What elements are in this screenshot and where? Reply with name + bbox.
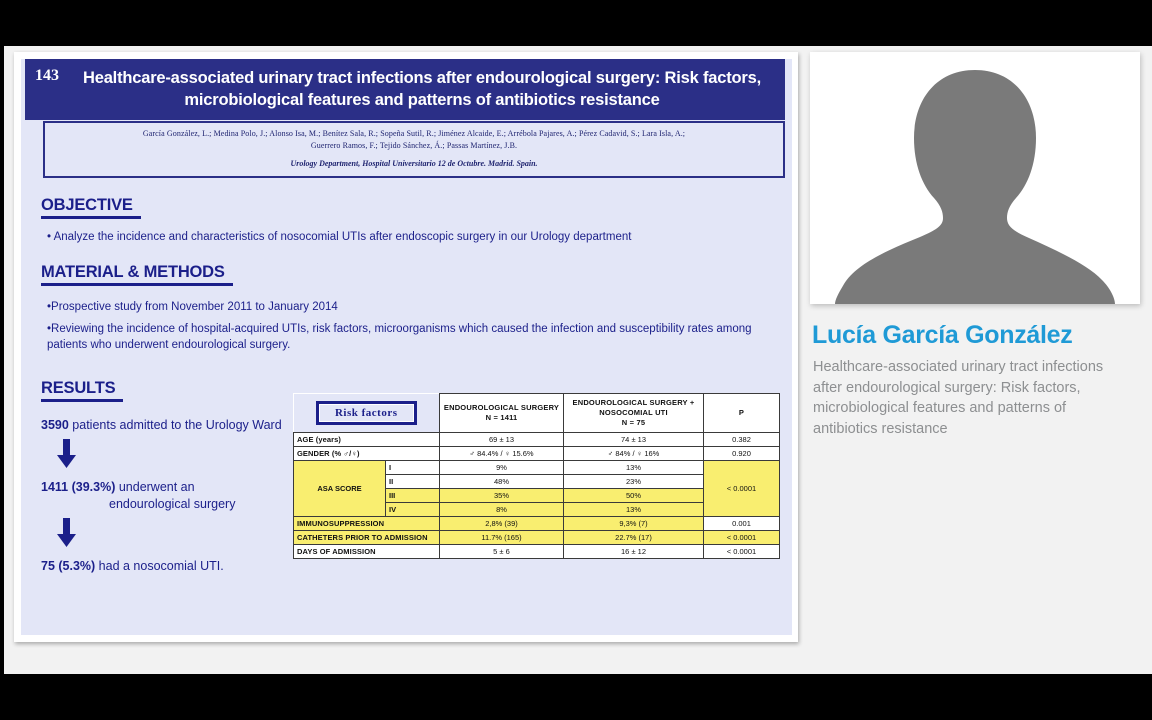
asa-level-2: II: [386, 475, 440, 489]
flow-step-3: [41, 558, 321, 575]
col2-line1: ENDOUROLOGICAL SURGERY: [443, 402, 560, 412]
down-arrow-icon: [55, 439, 79, 469]
speaker-description: Healthcare-associated urinary tract infections after endourological surgery: Risk factors, microbiological features and patterns of antibiotics resistance: [813, 359, 1104, 437]
presentation-viewport: [4, 46, 1152, 674]
cell-immuno-surgery: 2,8% (39): [440, 517, 564, 531]
flow-step-3-text: had a nosocomial UTI.: [95, 558, 224, 573]
objective-bullet: • Analyze the incidence and characteristics of nosocomial UTIs after endoscopic surgery in our Urology department: [47, 231, 632, 243]
cell-asa3-uti: 50%: [564, 489, 704, 503]
table-row: [294, 433, 780, 447]
risk-factors-label: Risk factors: [316, 401, 417, 425]
cell-asa1-uti: 13%: [564, 461, 704, 475]
letterbox-top: [0, 0, 1152, 46]
methods-bullet-2: •Reviewing the incidence of hospital-acquired UTIs, risk factors, microorganisms which caused the infection and susceptibility rates among patients who underwent endourological surgery.: [47, 323, 752, 352]
cell-asa-p: < 0.0001: [704, 461, 780, 517]
risk-factors-table: [293, 393, 780, 559]
cell-age-uti: 74 ± 13: [564, 433, 704, 447]
col3-line3: N = 75: [621, 418, 646, 428]
cell-cath-surgery: 11.7% (165): [440, 531, 564, 545]
asa-level-4: IV: [386, 503, 440, 517]
risk-factors-table-wrapper: [293, 393, 779, 559]
cell-asa3-surgery: 35%: [440, 489, 564, 503]
speaker-panel: [810, 52, 1146, 652]
slide-card[interactable]: [14, 52, 798, 642]
cell-age-p: 0.382: [704, 433, 780, 447]
cell-age-surgery: 69 ± 13: [440, 433, 564, 447]
column-header-endourological-surgery: [440, 394, 564, 433]
authors-box: [43, 121, 785, 178]
section-heading-objective: OBJECTIVE: [41, 196, 141, 219]
row-label-immunosuppression: IMMUNOSUPPRESSION: [294, 517, 440, 531]
column-header-p: P: [704, 394, 780, 433]
results-flow: [41, 417, 321, 575]
affiliation-line: Urology Department, Hospital Universitario 12 de Octubre. Madrid. Spain.: [290, 159, 538, 169]
cell-days-uti: 16 ± 12: [564, 545, 704, 559]
letterbox-bottom: [0, 674, 1152, 720]
cell-asa4-uti: 13%: [564, 503, 704, 517]
cell-days-surgery: 5 ± 6: [440, 545, 564, 559]
col3-line2: NOSOCOMIAL UTI: [599, 407, 668, 417]
table-header-row: [294, 394, 780, 433]
slide-canvas: [21, 59, 792, 635]
flow-step-3-value: 75 (5.3%): [41, 558, 96, 573]
flow-step-2-continued: endourological surgery: [109, 496, 236, 511]
flow-step-2-value: 1411 (39.3%): [41, 479, 116, 494]
section-heading-results: RESULTS: [41, 379, 123, 402]
flow-step-1: [41, 417, 321, 434]
person-silhouette-icon: [810, 52, 1140, 304]
methods-bullet-1: •Prospective study from November 2011 to January 2014: [47, 301, 338, 313]
row-label-gender: GENDER (% ♂/♀): [294, 447, 440, 461]
speaker-name: Lucía García González: [812, 321, 1073, 349]
cell-gender-p: 0.920: [704, 447, 780, 461]
table-row: [294, 447, 780, 461]
cell-cath-uti: 22.7% (17): [564, 531, 704, 545]
cell-asa2-uti: 23%: [564, 475, 704, 489]
cell-gender-surgery: ♂ 84.4% / ♀ 15.6%: [440, 447, 564, 461]
cell-cath-p: < 0.0001: [704, 531, 780, 545]
table-row: [294, 517, 780, 531]
flow-step-1-text: patients admitted to the Urology Ward: [68, 418, 282, 432]
cell-gender-uti: ♂ 84% / ♀ 16%: [564, 447, 704, 461]
slide-title: Healthcare-associated urinary tract infections after endourological surgery: Risk factors, microbiological features and patterns of antibiotics resistance: [83, 68, 761, 109]
authors-line-2: Guerrero Ramos, F.; Tejido Sánchez, Á.; Passas Martínez, J.B.: [310, 140, 518, 150]
cell-asa1-surgery: 9%: [440, 461, 564, 475]
avatar: [810, 52, 1140, 304]
risk-factors-corner: [294, 394, 440, 433]
asa-level-3: III: [386, 489, 440, 503]
flow-step-2: [41, 479, 321, 496]
slide-number-badge: 143: [35, 67, 59, 84]
asa-level-1: I: [386, 461, 440, 475]
flow-step-1-value: 3590: [41, 418, 69, 432]
flow-step-2-text: underwent an: [115, 479, 195, 494]
table-row: [294, 461, 780, 475]
cell-immuno-uti: 9,3% (7): [564, 517, 704, 531]
cell-asa2-surgery: 48%: [440, 475, 564, 489]
table-row: [294, 545, 780, 559]
cell-days-p: < 0.0001: [704, 545, 780, 559]
row-label-catheters: CATHETERS PRIOR TO ADMISSION: [294, 531, 440, 545]
authors-line-1: García González, L.; Medina Polo, J.; Alonso Isa, M.; Benítez Sala, R.; Sopeña Sutil, R.; Jiménez Alcaide, E.; Arrébola Pajares, A.; Pérez Cadavid, S.; Lara Isla, A.;: [142, 129, 686, 138]
row-label-days-admission: DAYS OF ADMISSION: [294, 545, 440, 559]
column-header-endourological-surgery-uti: [564, 394, 704, 433]
row-label-asa-score: ASA SCORE: [294, 461, 386, 517]
section-heading-methods: MATERIAL & METHODS: [41, 263, 233, 286]
down-arrow-icon-2: [55, 518, 79, 548]
slide-title-banner: [25, 59, 785, 120]
cell-asa4-surgery: 8%: [440, 503, 564, 517]
table-row: [294, 531, 780, 545]
cell-immuno-p: 0.001: [704, 517, 780, 531]
col2-line2: N = 1411: [485, 413, 518, 422]
col3-line1: ENDOUROLOGICAL SURGERY +: [572, 397, 695, 407]
row-label-age: AGE (years): [294, 433, 440, 447]
